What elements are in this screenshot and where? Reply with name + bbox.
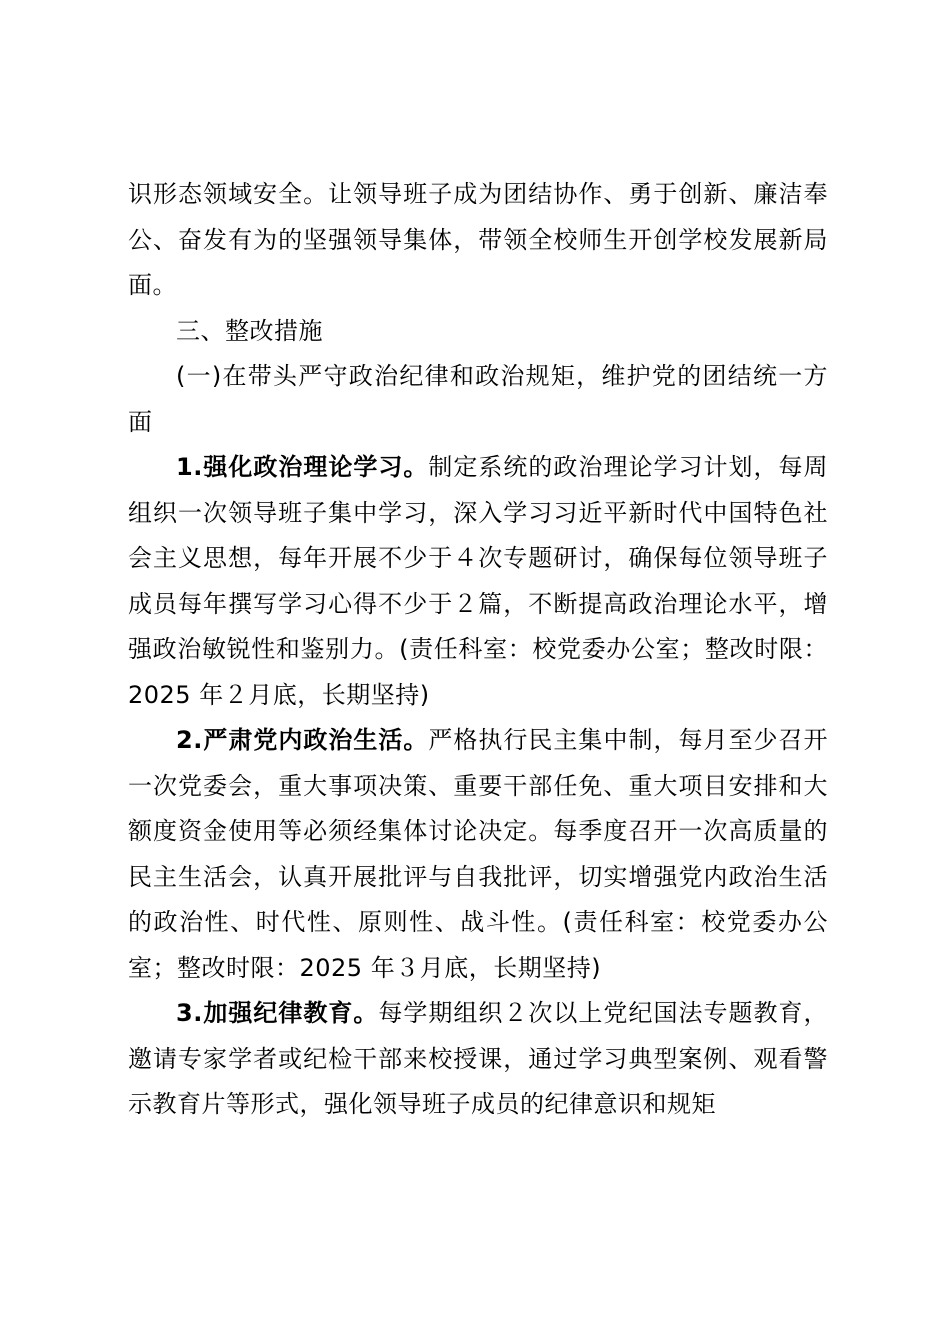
measure-item-text: 每学期组织２次以上党纪国法专题教育，邀请专家学者或纪检干部来校授课，通过学习典型案例、观看警示教育片等形式，强化领导班子成员的纪律意识和规矩 [128, 999, 828, 1118]
subsection-heading-political-discipline [128, 354, 828, 445]
measure-item-title: 3.加强纪律教育。 [176, 999, 379, 1027]
measure-item-text: 制定系统的政治理论学习计划，每周组织一次领导班子集中学习，深入学习习近平新时代中国特色社会主义思想，每年开展不少于４次专题研讨，确保每位领导班子成员每年撰写学习心得不少于２篇，不断提高政治理论水平，增强政治敏锐性和鉴别力。(责任科室：校党委办公室；整改时限：2025 年２月底，长期坚持) [128, 453, 828, 709]
measure-item-2 [128, 718, 828, 991]
subsection-heading-text: (一)在带头严守政治纪律和政治规矩，维护党的团结统一方面 [128, 362, 828, 436]
section-heading-text: 三、整改措施 [176, 316, 323, 345]
section-heading-measures [128, 309, 828, 355]
measure-item-1 [128, 445, 828, 718]
measure-item-title: 1.强化政治理论学习。 [176, 453, 429, 481]
paragraph-text: 识形态领域安全。让领导班子成为团结协作、勇于创新、廉洁奉公、奋发有为的坚强领导集体，带领全校师生开创学校发展新局面。 [128, 180, 828, 299]
paragraph-continuation [128, 172, 828, 309]
measure-item-title: 2.严肃党内政治生活。 [176, 726, 429, 754]
measure-item-text: 严格执行民主集中制，每月至少召开一次党委会，重大事项决策、重要干部任免、重大项目安排和大额度资金使用等必须经集体讨论决定。每季度召开一次高质量的民主生活会，认真开展批评与自我批评，切实增强党内政治生活的政治性、时代性、原则性、战斗性。(责任科室：校党委办公室；整改时限：2025 年３月底，长期坚持) [128, 726, 828, 982]
document-body [128, 172, 828, 1128]
measure-item-3 [128, 991, 828, 1128]
